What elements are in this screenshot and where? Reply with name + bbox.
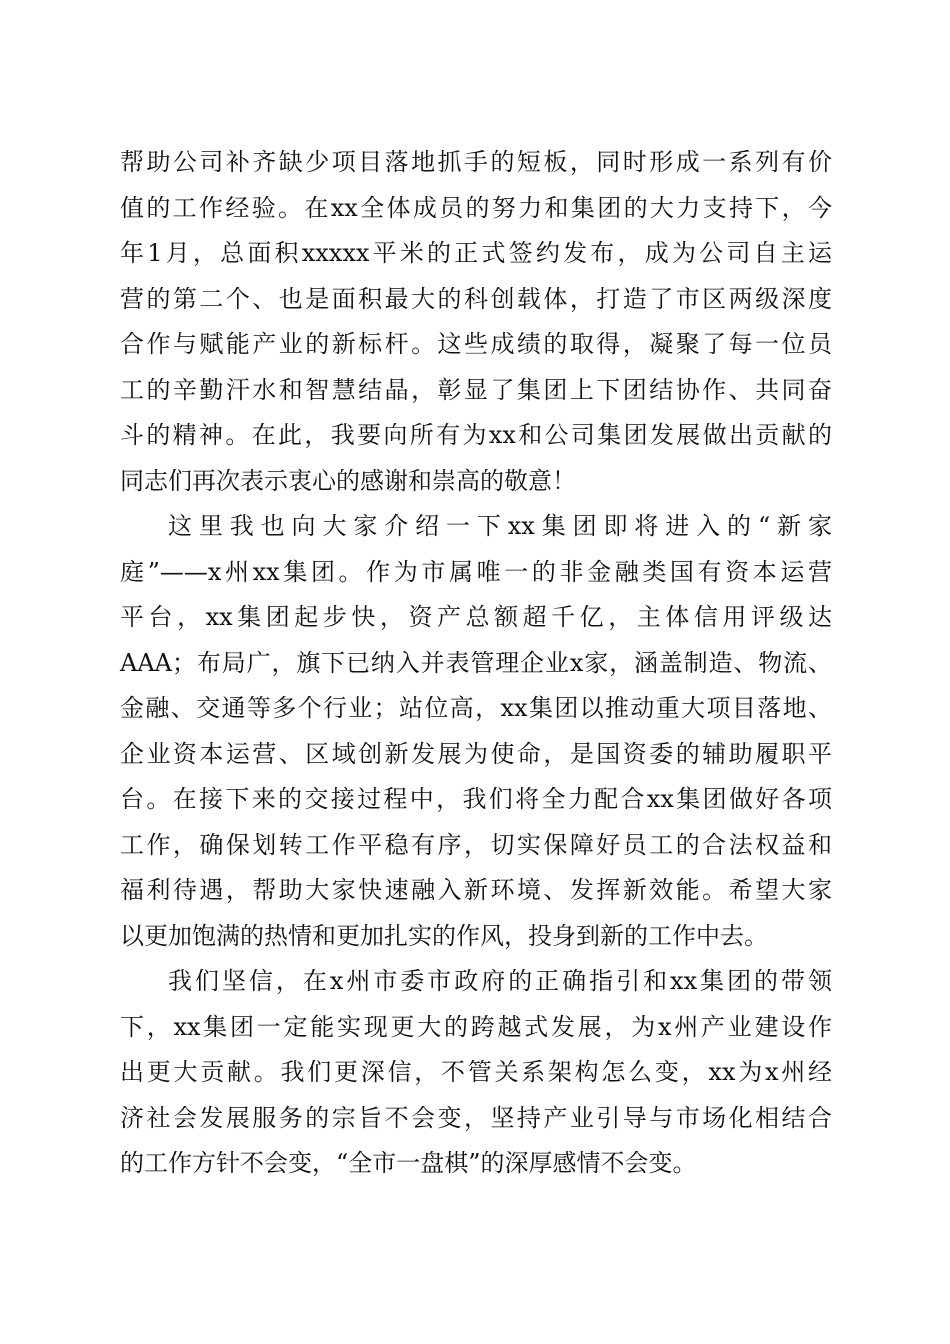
paragraph-3: [120, 959, 832, 1187]
text-line: 斗的精神。在此，我要向所有为xx和公司集团发展做出贡献的: [120, 421, 832, 449]
text-line: 台。在接下来的交接过程中，我们将全力配合xx集团做好各项: [120, 785, 832, 813]
paragraph-1: [120, 140, 832, 504]
text-line: 工作，确保划转工作平稳有序，切实保障好员工的合法权益和: [120, 830, 832, 859]
text-line: 金融、交通等多个行业；站位高，xx集团以推动重大项目落地、: [120, 694, 832, 722]
text-line: 我们坚信，在x州市委市政府的正确指引和xx集团的带领: [168, 967, 832, 995]
text-line: 年1月，总面积xxxxx平米的正式签约发布，成为公司自主运: [120, 239, 832, 267]
text-line: 这里我也向大家介绍一下xx集团即将进入的“新家: [168, 512, 832, 540]
text-line: 平台，xx集团起步快，资产总额超千亿，主体信用评级达: [120, 603, 832, 631]
text-line: 工的辛勤汗水和智慧结晶，彰显了集团上下团结协作、共同奋: [120, 375, 832, 404]
text-line: 出更大贡献。我们更深信，不管关系架构怎么变，xx为x州经: [120, 1058, 832, 1086]
text-line: 福利待遇，帮助大家快速融入新环境、发挥新效能。希望大家: [120, 876, 832, 904]
text-line: 济社会发展服务的宗旨不会变，坚持产业引导与市场化相结合: [120, 1103, 832, 1132]
paragraph-2: [120, 504, 832, 959]
text-line: AAA；布局广，旗下已纳入并表管理企业x家，涵盖制造、物流、: [120, 648, 832, 677]
text-line: 同志们再次表示衷心的感谢和崇高的敬意！: [120, 466, 576, 495]
document-body: [120, 140, 832, 1187]
text-line: 合作与赋能产业的新标杆。这些成绩的取得，凝聚了每一位员: [120, 330, 832, 358]
text-line: 值的工作经验。在xx全体成员的努力和集团的大力支持下，今: [120, 193, 832, 222]
text-line: 庭”——x州xx集团。作为市属唯一的非金融类国有资本运营: [120, 557, 832, 586]
text-line: 以更加饱满的热情和更加扎实的作风，投身到新的工作中去。: [120, 921, 768, 950]
text-line: 营的第二个、也是面积最大的科创载体，打造了市区两级深度: [120, 284, 832, 313]
text-line: 下，xx集团一定能实现更大的跨越式发展，为x州产业建设作: [120, 1012, 832, 1041]
text-line: 企业资本运营、区域创新发展为使命，是国资委的辅助履职平: [120, 739, 832, 768]
text-line: 的工作方针不会变，“全市一盘棋”的深厚感情不会变。: [120, 1149, 697, 1177]
text-line: 帮助公司补齐缺少项目落地抓手的短板，同时形成一系列有价: [120, 148, 832, 176]
